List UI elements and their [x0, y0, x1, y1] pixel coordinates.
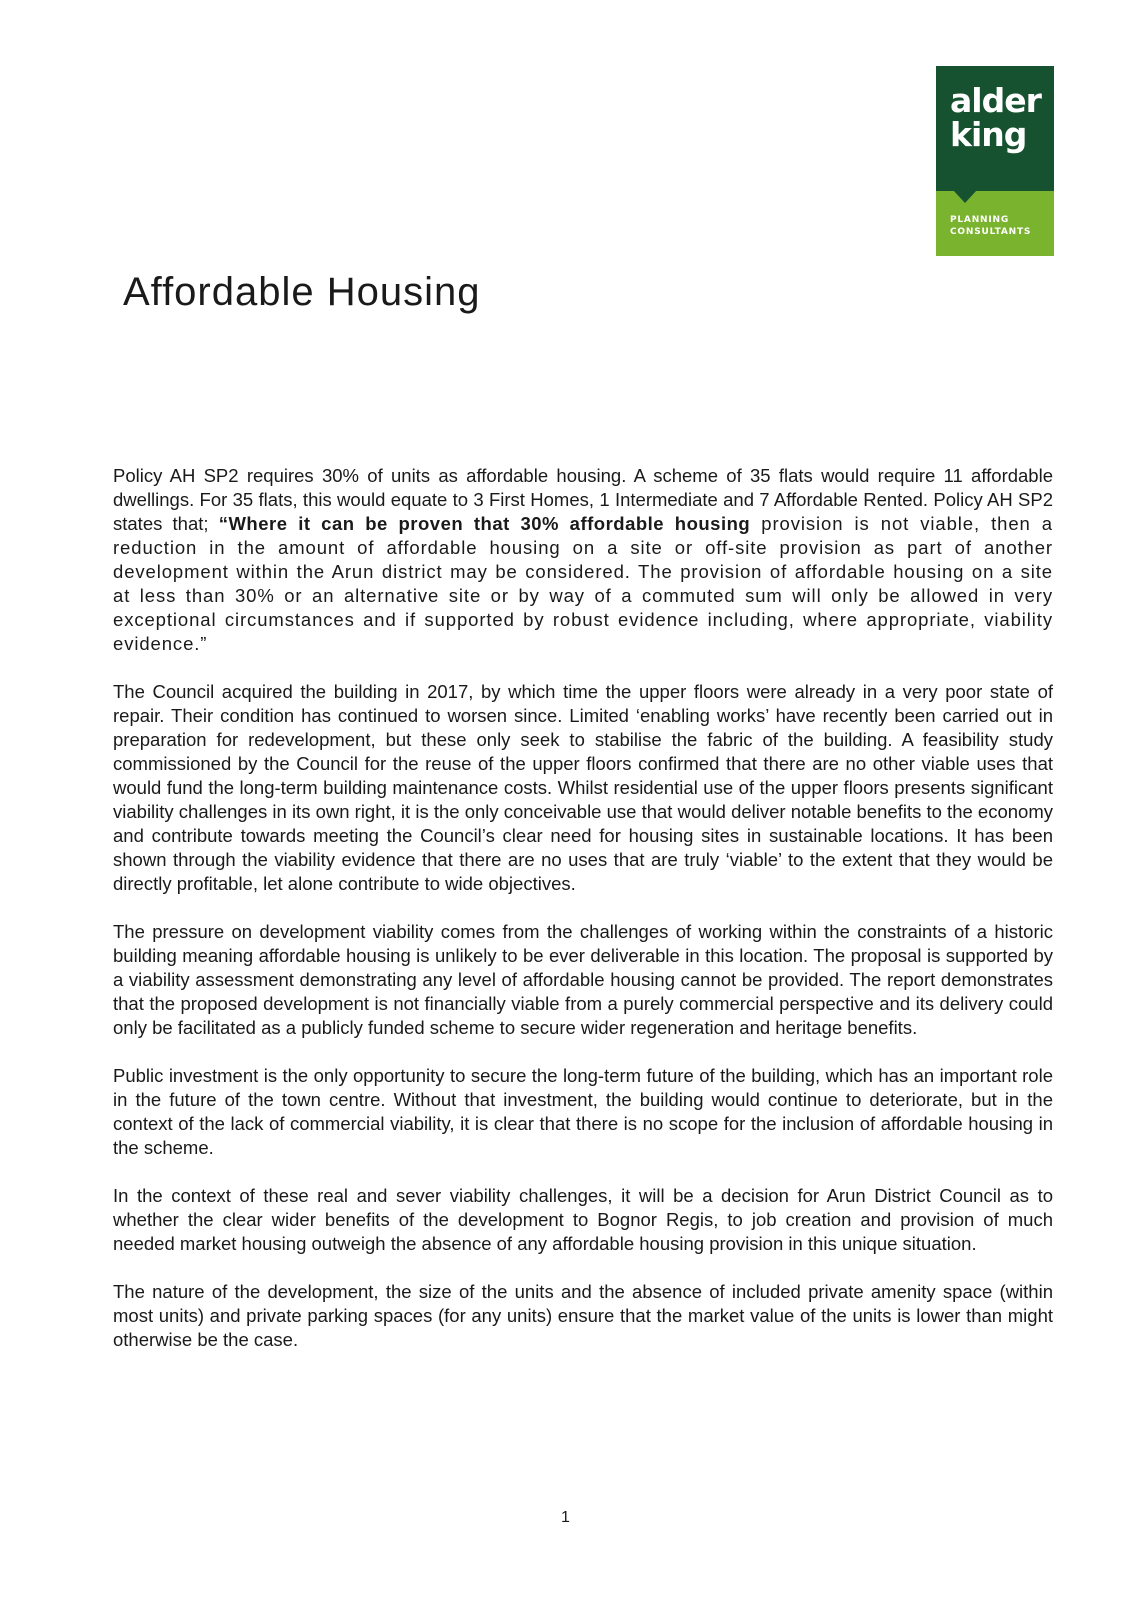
- paragraph-council-decision: In the context of these real and sever viability challenges, it will be a decision for Arun District Council as to whether the clear wider benefits of the development to Bognor Regis, to job creation and provision of much needed market housing outweigh the absence of any affordable housing provision in this unique situation.: [113, 1185, 1053, 1254]
- alder-king-logo: [936, 66, 1054, 256]
- paragraph-policy: [113, 464, 1053, 656]
- paragraph-viability-pressure: The pressure on development viability comes from the challenges of working within the constraints of a historic building meaning affordable housing is unlikely to be ever deliverable in this location. The proposal is supported by a viability assessment demonstrating any level of affordable housing cannot be provided. The report demonstrates that the proposed development is not financially viable from a purely commercial perspective and its delivery could only be facilitated as a publicly funded scheme to secure wider regeneration and heritage benefits.: [113, 921, 1053, 1038]
- paragraph-market-value: The nature of the development, the size of the units and the absence of included private amenity space (within most units) and private parking spaces (for any units) ensure that the market value of the units is lower than might otherwise be the case.: [113, 1281, 1053, 1350]
- logo-word-king: king: [950, 115, 1027, 154]
- policy-quote-bold: “Where it can be proven that 30% affordable housing: [218, 513, 751, 534]
- paragraph-building-history: The Council acquired the building in 2017, by which time the upper floors were already in a very poor state of repair. Their condition has continued to worsen since. Limited ‘enabling works’ have recently been carried out in preparation for redevelopment, but these only seek to stabilise the fabric of the building. A feasibility study commissioned by the Council for the reuse of the upper floors confirmed that there are no other viable uses that would fund the long-term building maintenance costs. Whilst residential use of the upper floors presents significant viability challenges in its own right, it is the only conceivable use that would deliver notable benefits to the economy and contribute towards meeting the Council’s clear need for housing sites in sustainable locations. It has been shown through the viability evidence that there are no uses that are truly ‘viable’ to the extent that they would be directly profitable, let alone contribute to wide objectives.: [113, 681, 1053, 894]
- logo-tagline-planning: PLANNING: [950, 215, 1010, 225]
- logo-speech-notch-icon: [953, 190, 977, 203]
- logo-tagline-consultants: CONSULTANTS: [950, 227, 1032, 237]
- policy-quote-text: provision is not viable, then a reduction in the amount of affordable housing on a site or off-site provision as part of another development within the Arun district may be considered. The provision of affordable housing on a site at less than 30% or an alternative site or by way of a commuted sum will only be allowed in very exceptional circumstances and if supported by robust evidence including, where appropriate, viability evidence.”: [113, 513, 1053, 654]
- page-title: Affordable Housing: [123, 270, 481, 314]
- page-number: 1: [561, 1509, 570, 1526]
- logo-dark-panel: [936, 66, 1054, 191]
- paragraph-public-investment: Public investment is the only opportunity to secure the long-term future of the building, which has an important role in the future of the town centre. Without that investment, the building would continue to deteriorate, but in the context of the lack of commercial viability, it is clear that there is no scope for the inclusion of affordable housing in the scheme.: [113, 1065, 1053, 1158]
- document-body: [113, 464, 1053, 1376]
- paragraph-policy-intro: Policy AH SP2 requires 30% of units as affordable housing. A scheme of 35 flats would require 11 affordable dwellings. For 35 flats, this would equate to 3 First Homes, 1 Intermediate and 7 Affordable Rented. Policy AH SP2 states that;: [113, 465, 1053, 534]
- logo-word-alder: alder: [950, 81, 1041, 120]
